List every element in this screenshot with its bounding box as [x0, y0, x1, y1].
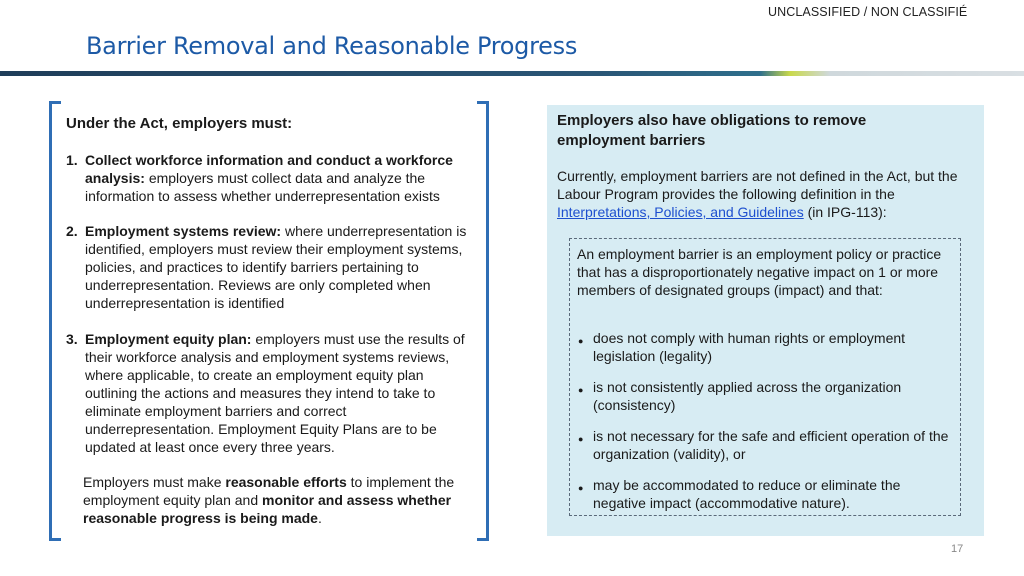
list-item — [66, 222, 478, 312]
page-title: Barrier Removal and Reasonable Progress — [86, 32, 578, 60]
bullet-text: may be accommodated to reduce or eliminate the negative impact (accommodative nature). — [593, 477, 901, 511]
bullet-icon: ● — [578, 336, 584, 346]
list-number: 2. — [66, 223, 78, 239]
list-item — [66, 151, 478, 205]
bullet-text: is not necessary for the safe and efficient operation of the organization (validity), or — [593, 428, 949, 462]
bullet-icon: ● — [578, 385, 584, 395]
list-item-text: employers must use the results of their workforce analysis and employment systems reviews, where applicable, to create an employment equity plan outlining the actions and measures they intend to take to eliminate employment barriers and correct underrepresentation. Employment Equity Plans are to be updated at least once every three years. — [85, 331, 465, 455]
title-divider — [0, 71, 1024, 76]
list-item-text: where underrepresentation is identified, employers must review their employment systems, policies, and practices to identify barriers pertaining to underrepresentation. Reviews are only completed when underrepresentation is identified — [85, 223, 467, 311]
closing-paragraph — [83, 473, 463, 527]
closing-emphasis: reasonable efforts — [225, 474, 347, 490]
bullet-item — [578, 378, 952, 414]
list-item-title: Collect workforce information and conduct a workforce analysis: — [85, 152, 453, 186]
bullet-icon: ● — [578, 434, 584, 444]
bullet-item — [578, 427, 952, 463]
right-panel — [547, 105, 984, 536]
right-heading: Employers also have obligations to remove employment barriers — [557, 112, 867, 149]
closing-text: Employers must make — [83, 474, 226, 490]
closing-text: to implement the employment equity plan and — [83, 474, 455, 508]
list-item — [66, 330, 478, 456]
right-bracket — [477, 101, 489, 541]
classification-label: UNCLASSIFIED / NON CLASSIFIÉ — [768, 5, 968, 19]
ipg-link[interactable]: Interpretations, Policies, and Guidelines — [557, 204, 804, 220]
bullet-item — [578, 329, 952, 365]
left-heading: Under the Act, employers must: — [66, 115, 293, 132]
closing-text: . — [317, 510, 322, 526]
bullet-item — [578, 476, 952, 512]
definition-box — [569, 238, 961, 516]
intro-text: (in IPG-113): — [803, 204, 887, 220]
bullet-text: is not consistently applied across the organization (consistency) — [593, 379, 902, 413]
list-item-text: employers must collect data and analyze the information to assess whether underrepresentation exists — [85, 170, 440, 204]
page-number: 17 — [951, 543, 964, 555]
definition-text: An employment barrier is an employment policy or practice that has a disproportionately negative impact on 1 or more members of designated groups (impact) and that: — [577, 246, 942, 298]
right-intro — [557, 167, 977, 221]
list-item-title: Employment equity plan: — [85, 331, 252, 347]
bullet-icon: ● — [578, 483, 584, 493]
bullet-text: does not comply with human rights or employment legislation (legality) — [593, 330, 906, 364]
closing-emphasis: monitor and assess whether reasonable progress is being made — [83, 492, 452, 526]
left-bracket — [49, 101, 61, 541]
list-number: 3. — [66, 331, 78, 347]
list-item-title: Employment systems review: — [85, 223, 282, 239]
left-panel — [49, 101, 489, 535]
list-number: 1. — [66, 152, 78, 168]
intro-text: Currently, employment barriers are not defined in the Act, but the Labour Program provides the following definition in the — [557, 168, 958, 202]
